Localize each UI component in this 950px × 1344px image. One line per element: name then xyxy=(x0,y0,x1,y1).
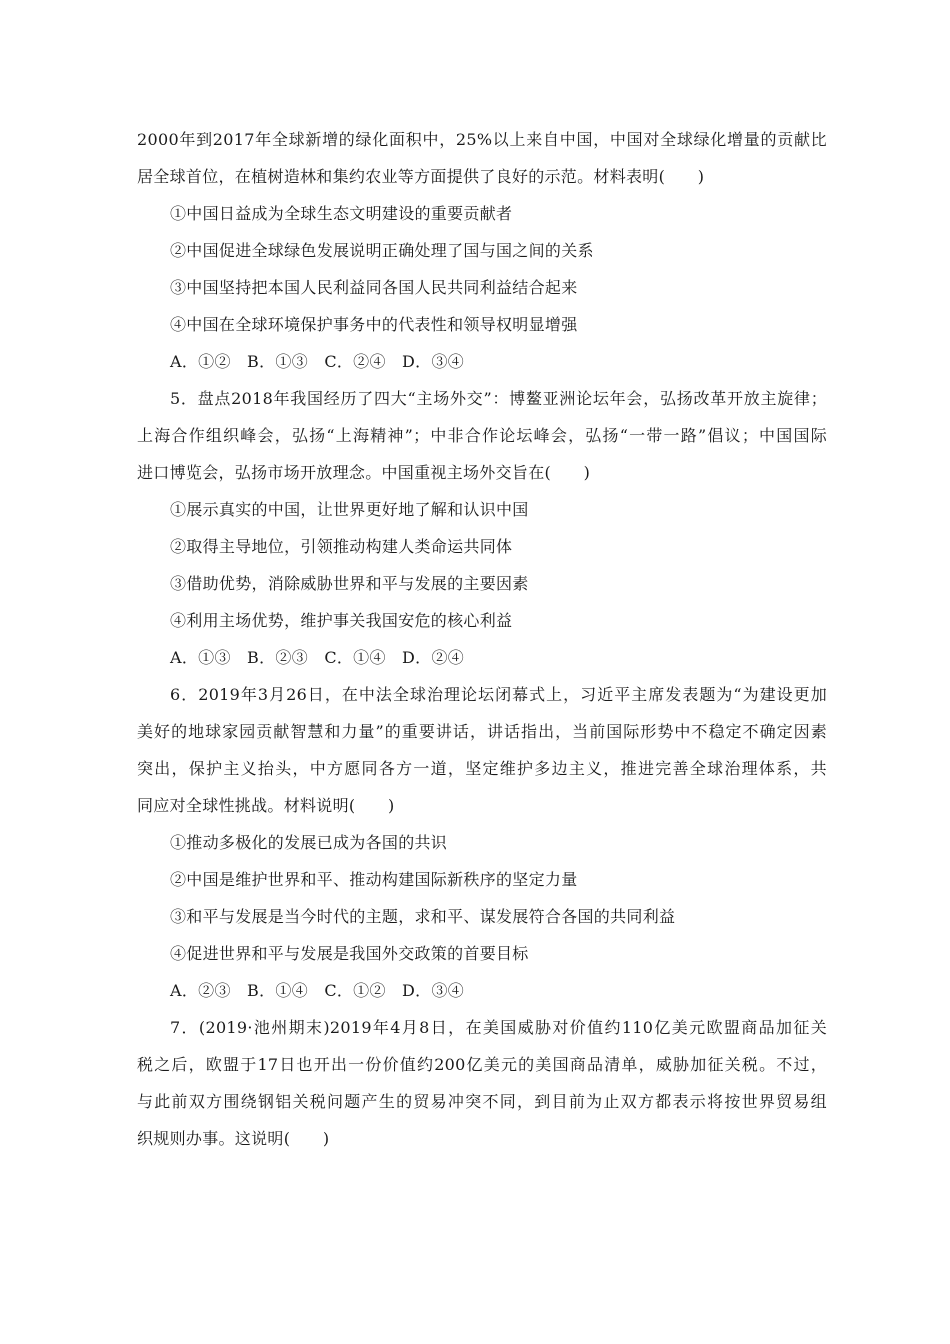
q6-option-2: ②中国是维护世界和平、推动构建国际新秩序的坚定力量 xyxy=(170,870,578,889)
q4-option-2: ②中国促进全球绿色发展说明正确处理了国与国之间的关系 xyxy=(170,241,594,260)
q6-stem-line-3: 突出，保护主义抬头，中方愿同各方一道，坚定维护多边主义，推进完善全球治理体系，共 xyxy=(137,759,827,778)
q7-stem-line-3: 与此前双方围绕钢铝关税问题产生的贸易冲突不同，到目前为止双方都表示将按世界贸易组 xyxy=(137,1092,827,1111)
document-body xyxy=(137,121,827,1157)
q4-stem-line-2: 居全球首位，在植树造林和集约农业等方面提供了良好的示范。材料表明( ) xyxy=(137,167,705,186)
q4-stem-line-1: 2000年到2017年全球新增的绿化面积中，25%以上来自中国，中国对全球绿化增量的贡献比 xyxy=(137,130,827,149)
q6-choices: A．②③ B．①④ C．①② D．③④ xyxy=(170,981,465,1000)
q5-stem-line-1: 5．盘点2018年我国经历了四大“主场外交”：博鳌亚洲论坛年会，弘扬改革开放主旋律； xyxy=(170,389,827,408)
q6-option-4: ④促进世界和平与发展是我国外交政策的首要目标 xyxy=(170,944,529,963)
q6-stem-line-2: 美好的地球家园贡献智慧和力量”的重要讲话，讲话指出，当前国际形势中不稳定不确定因素 xyxy=(137,722,827,741)
q5-option-4: ④利用主场优势，维护事关我国安危的核心利益 xyxy=(170,611,513,630)
q7-stem-line-2: 税之后，欧盟于17日也开出一份价值约200亿美元的美国商品清单，威胁加征关税。不过， xyxy=(137,1055,827,1074)
q5-stem-line-2: 上海合作组织峰会，弘扬“上海精神”；中非合作论坛峰会，弘扬“一带一路”倡议；中国国际 xyxy=(137,426,827,445)
q5-choices: A．①③ B．②③ C．①④ D．②④ xyxy=(170,648,465,667)
q4-option-4: ④中国在全球环境保护事务中的代表性和领导权明显增强 xyxy=(170,315,578,334)
q6-option-3: ③和平与发展是当今时代的主题，求和平、谋发展符合各国的共同利益 xyxy=(170,907,676,926)
q5-option-2: ②取得主导地位，引领推动构建人类命运共同体 xyxy=(170,537,513,556)
q5-option-1: ①展示真实的中国，让世界更好地了解和认识中国 xyxy=(170,500,529,519)
q6-stem-line-1: 6．2019年3月26日，在中法全球治理论坛闭幕式上，习近平主席发表题为“为建设更加 xyxy=(170,685,827,704)
q6-stem-line-4: 同应对全球性挑战。材料说明( ) xyxy=(137,796,395,815)
q4-option-1: ①中国日益成为全球生态文明建设的重要贡献者 xyxy=(170,204,513,223)
q5-option-3: ③借助优势，消除威胁世界和平与发展的主要因素 xyxy=(170,574,529,593)
q7-stem-line-1: 7．(2019·池州期末)2019年4月8日，在美国威胁对价值约110亿美元欧盟商品加征关 xyxy=(170,1018,827,1037)
q4-option-3: ③中国坚持把本国人民利益同各国人民共同利益结合起来 xyxy=(170,278,578,297)
q7-stem-line-4: 织规则办事。这说明( ) xyxy=(137,1129,330,1148)
q4-choices: A．①② B．①③ C．②④ D．③④ xyxy=(170,352,465,371)
q6-option-1: ①推动多极化的发展已成为各国的共识 xyxy=(170,833,448,852)
q5-stem-line-3: 进口博览会，弘扬市场开放理念。中国重视主场外交旨在( ) xyxy=(137,463,591,482)
